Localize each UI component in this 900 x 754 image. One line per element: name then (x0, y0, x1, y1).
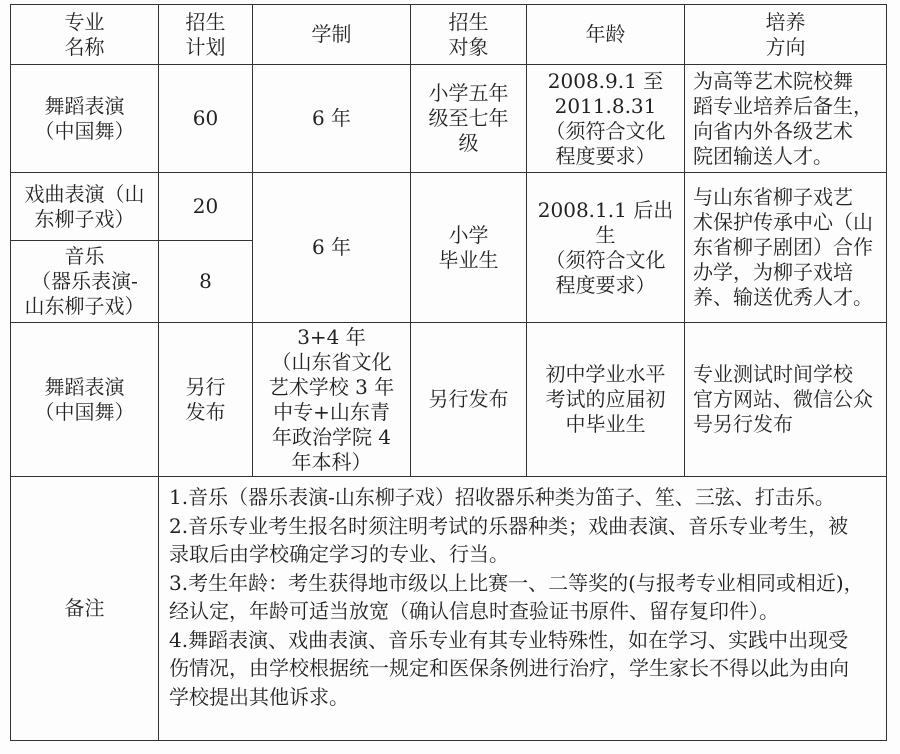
cell-target: 小学五年 级至七年 级 (411, 65, 527, 173)
cell-age: 2008.1.1 后出 生 （须符合文化 程度要求） (527, 173, 685, 323)
header-major-name: 专业 名称 (11, 5, 159, 65)
remark-item: 2.音乐专业考生报名时须注明考试的乐器种类；戏曲表演、音乐专业考生，被 录取后由学校确定学习的专业、行当。 (169, 513, 849, 566)
cell-duration: 6 年 (253, 65, 411, 173)
cell-target: 另行发布 (411, 323, 527, 477)
header-target: 招生 对象 (411, 5, 527, 65)
cell-major: 戏曲表演（山 东柳子戏） (11, 173, 159, 241)
table-row (11, 173, 887, 241)
cell-quota: 8 (159, 241, 253, 323)
cell-direction: 为高等艺术院校舞 蹈专业培养后备生， 向省内外各级艺术 院团输送人才。 (685, 65, 887, 173)
header-row (11, 5, 887, 65)
admission-table (10, 4, 887, 741)
cell-age: 初中学业水平 考试的应届初 中毕业生 (527, 323, 685, 477)
cell-major: 音乐 （器乐表演- 山东柳子戏） (11, 241, 159, 323)
cell-direction: 专业测试时间学校 官方网站、微信公众 号另行发布 (685, 323, 887, 477)
remarks-label: 备注 (11, 477, 159, 741)
cell-direction: 与山东省柳子戏艺 术保护传承中心（山 东省柳子剧团）合作 办学，为柳子戏培 养、输送优秀人才。 (685, 173, 887, 323)
cell-major: 舞蹈表演 （中国舞） (11, 65, 159, 173)
cell-target: 小学 毕业生 (411, 173, 527, 323)
header-age: 年龄 (527, 5, 685, 65)
header-quota: 招生 计划 (159, 5, 253, 65)
remark-item: 4.舞蹈表演、戏曲表演、音乐专业有其专业特殊性，如在学习、实践中出现受 伤情况，由学校根据统一规定和医保条例进行治疗，学生家长不得以此为由向 学校提出其他诉求。 (169, 627, 849, 709)
remark-item: 3.考生年龄：考生获得地市级以上比赛一、二等奖的(与报考专业相同或相近)， 经认定，年龄可适当放宽（确认信息时查验证书原件、留存复印件）。 (169, 570, 864, 623)
header-direction: 培养 方向 (685, 5, 887, 65)
cell-major: 舞蹈表演 （中国舞） (11, 323, 159, 477)
remarks-row (11, 477, 887, 741)
cell-quota: 60 (159, 65, 253, 173)
header-duration: 学制 (253, 5, 411, 65)
cell-quota: 20 (159, 173, 253, 241)
table-row (11, 65, 887, 173)
table-row (11, 323, 887, 477)
remarks-content (159, 477, 887, 741)
remark-item: 1.音乐（器乐表演-山东柳子戏）招收器乐种类为笛子、笙、三弦、打击乐。 (169, 485, 835, 509)
cell-quota: 另行 发布 (159, 323, 253, 477)
cell-duration: 3+4 年 （山东省文化 艺术学校 3 年 中专+山东青 年政治学院 4 年本科） (253, 323, 411, 477)
cell-age: 2008.9.1 至 2011.8.31 （须符合文化 程度要求） (527, 65, 685, 173)
cell-duration: 6 年 (253, 173, 411, 323)
